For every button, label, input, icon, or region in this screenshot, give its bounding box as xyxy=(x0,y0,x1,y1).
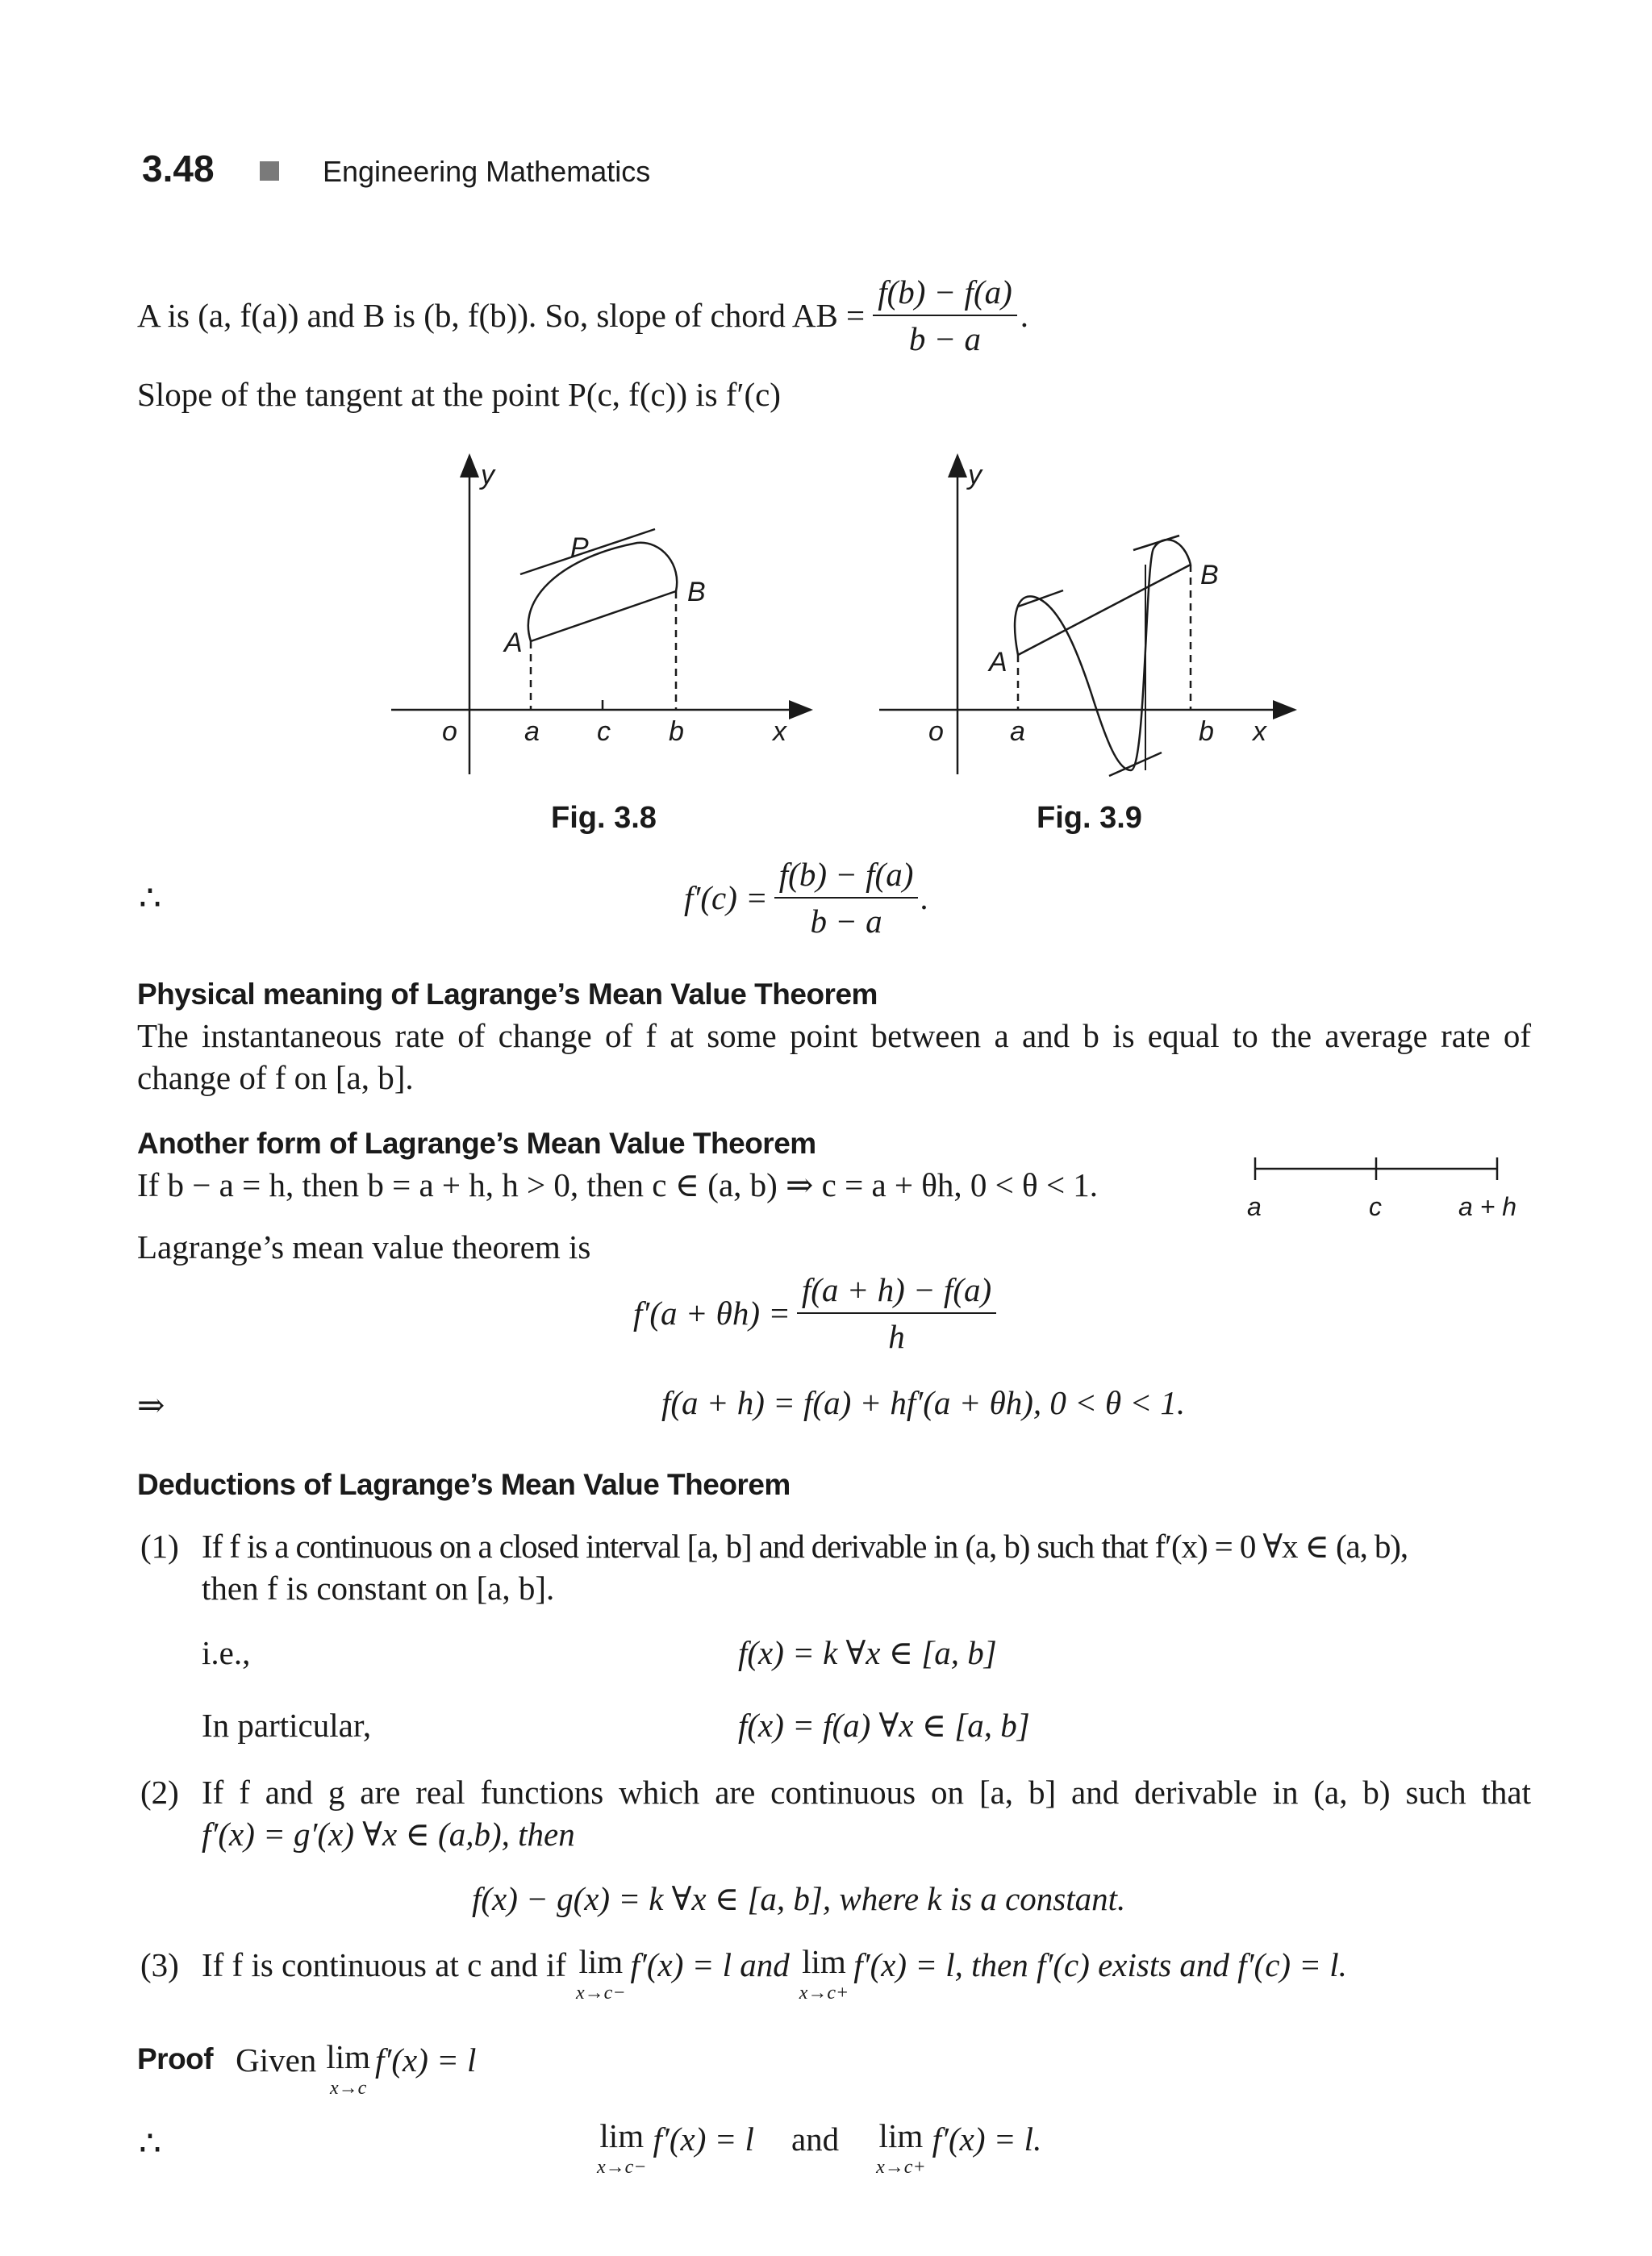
proof-limits-line xyxy=(597,2117,1042,2178)
therefore-symbol-1: ∴ xyxy=(139,878,161,918)
deduction-2-line-2: f′(x) = g′(x) ∀x ∈ (a,b), then xyxy=(202,1816,575,1853)
physical-meaning-line-2: change of f on [a, b]. xyxy=(137,1059,414,1096)
fig39-label-o: o xyxy=(928,716,944,747)
deduction-2-number: (2) xyxy=(140,1774,179,1811)
implies-symbol: ⇒ xyxy=(137,1387,165,1424)
fig39-label-a: a xyxy=(1010,716,1025,747)
proof-limit-left xyxy=(597,2117,647,2178)
another-form-denominator: h xyxy=(888,1318,905,1355)
deductions-heading: Deductions of Lagrange’s Mean Value Theorem xyxy=(137,1468,791,1501)
proof-given: Given xyxy=(236,2041,317,2079)
fig39-label-y: y xyxy=(968,460,982,490)
deduction-1-number: (1) xyxy=(140,1528,179,1565)
fig38-label-B: B xyxy=(687,577,706,607)
intro-line-1: A is (a, f(a)) and B is (b, f(b)). So, slope of chord AB = $\frac{f(b) - f(a)}{b - a}$ . xyxy=(137,273,1028,357)
in-particular-label: In particular, xyxy=(202,1707,372,1744)
deduction-3-pre: If f is continuous at c and if xyxy=(202,1946,567,1983)
proof-expr-right: f′(x) = l. xyxy=(932,2120,1042,2158)
chord-slope-denominator: b − a xyxy=(908,320,982,357)
fig38-label-y: y xyxy=(481,460,494,490)
ie-equation: f(x) = k ∀x ∈ [a, b] xyxy=(738,1634,997,1671)
deduction-2-line-1: If f and g are real functions which are continuous on [a, b] and derivable in (a, b) such that xyxy=(202,1774,1531,1811)
deduction-2-equation: f(x) − g(x) = k ∀x ∈ [a, b], where k is a constant. xyxy=(472,1880,1126,1917)
fig38-label-A: A xyxy=(504,628,523,658)
fig38-caption: Fig. 3.8 xyxy=(551,801,657,835)
proof-lim-sub: x→c xyxy=(330,2078,367,2099)
proof-limit xyxy=(326,2038,370,2099)
fig38-label-o: o xyxy=(442,716,457,747)
proof-label: Proof xyxy=(137,2042,214,2075)
another-form-equation-2: f(a + h) = f(a) + hf′(a + θh), 0 < θ < 1. xyxy=(661,1384,1186,1421)
fig38-label-P: P xyxy=(570,532,589,563)
number-line-svg xyxy=(1242,1149,1549,1238)
proof-expr: f′(x) = l xyxy=(375,2041,477,2079)
fig39-label-x: x xyxy=(1253,716,1266,747)
fig39-label-A: A xyxy=(989,647,1007,678)
deduction-3-number: (3) xyxy=(140,1946,179,1983)
book-title: Engineering Mathematics xyxy=(323,155,651,188)
deduction-3-mid: f′(x) = l and xyxy=(630,1946,790,1983)
therefore-symbol-2: ∴ xyxy=(139,2124,161,2163)
page-number: 3.48 xyxy=(142,148,215,190)
proof-line xyxy=(137,2038,477,2099)
physical-meaning-line-1: The instantaneous rate of change of f at some point between a and b is equal to the average rate of xyxy=(137,1017,1531,1054)
another-form-heading: Another form of Lagrange’s Mean Value Theorem xyxy=(137,1127,816,1160)
in-particular-equation: f(x) = f(a) ∀x ∈ [a, b] xyxy=(738,1707,1030,1744)
fig38-label-c: c xyxy=(597,716,611,747)
fig39-caption: Fig. 3.9 xyxy=(1037,801,1142,835)
deduction-1-line-2: then f is constant on [a, b]. xyxy=(202,1570,555,1607)
fig39-label-b: b xyxy=(1199,716,1214,747)
proof-lim-left-word: lim xyxy=(599,2117,645,2154)
another-form-fraction xyxy=(797,1270,996,1356)
fig39-label-B: B xyxy=(1200,560,1219,590)
physical-meaning-heading: Physical meaning of Lagrange’s Mean Value Theorem xyxy=(137,978,878,1011)
fig38-label-b: b xyxy=(669,716,684,747)
proof-lim-right-word: lim xyxy=(878,2117,924,2154)
deduction-3-post: f′(x) = l, then f′(c) exists and f′(c) = l. xyxy=(853,1946,1347,1983)
deduction-3-line xyxy=(202,1945,1347,2003)
fig39-curve xyxy=(1015,540,1191,770)
deduction-3-lim-sub-2: x→c+ xyxy=(799,1983,849,2004)
deduction-3-limit-2 xyxy=(799,1945,849,2003)
deduction-3-lim-sub-1: x→c− xyxy=(576,1983,626,2004)
proof-expr-left: f′(x) = l xyxy=(653,2120,754,2158)
proof-lim-word: lim xyxy=(326,2038,370,2075)
intro-line-2: Slope of the tangent at the point P(c, f(c)) is f′(c) xyxy=(137,376,781,413)
fig39-chord xyxy=(1018,565,1191,655)
fig39-tangent-2 xyxy=(1109,753,1162,776)
proof-limit-right xyxy=(876,2117,926,2178)
mvt-result-dot: . xyxy=(920,879,928,916)
number-line-label-ah: a + h xyxy=(1458,1192,1517,1221)
mvt-result-denominator: b − a xyxy=(810,903,882,940)
mvt-result-equation xyxy=(684,855,928,940)
another-form-line-1: If b − a = h, then b = a + h, h > 0, then c ∈ (a, b) ⇒ c = a + θh, 0 < θ < 1. xyxy=(137,1166,1099,1203)
intro-text: A is (a, f(a)) and B is (b, f(b)). So, slope of chord AB = xyxy=(137,297,866,334)
another-form-equation xyxy=(633,1270,996,1356)
another-form-line-2: Lagrange’s mean value theorem is xyxy=(137,1228,591,1266)
number-line-label-c: c xyxy=(1369,1192,1382,1221)
another-form-lhs: f′(a + θh) = xyxy=(633,1295,791,1332)
mvt-result-numerator: f(b) − f(a) xyxy=(774,855,919,899)
proof-lim-left-sub: x→c− xyxy=(597,2157,647,2178)
proof-and: and xyxy=(791,2120,840,2158)
fig38-curve xyxy=(528,543,677,641)
figures-svg xyxy=(0,0,1652,855)
number-line-label-a: a xyxy=(1247,1192,1262,1221)
deduction-3-lim-word-1: lim xyxy=(578,1943,624,1980)
mvt-result-lhs: f′(c) = xyxy=(684,879,768,916)
deduction-1-line-1: If f is a continuous on a closed interval [a, b] and derivable in (a, b) such that f′(x) = 0 ∀x ∈ (a, b), xyxy=(202,1528,1408,1565)
ie-label: i.e., xyxy=(202,1634,251,1671)
fig39-tangent-3 xyxy=(1133,536,1179,550)
another-form-numerator: f(a + h) − f(a) xyxy=(797,1270,996,1314)
fig38-chord xyxy=(531,591,676,641)
fig38-label-a: a xyxy=(524,716,540,747)
chord-slope-numerator: f(b) − f(a) xyxy=(873,273,1017,316)
proof-lim-right-sub: x→c+ xyxy=(876,2157,926,2178)
fig38-label-x: x xyxy=(773,716,786,747)
deduction-3-limit-1 xyxy=(576,1945,626,2003)
deduction-3-lim-word-2: lim xyxy=(802,1943,846,1980)
mvt-result-fraction xyxy=(774,855,919,940)
